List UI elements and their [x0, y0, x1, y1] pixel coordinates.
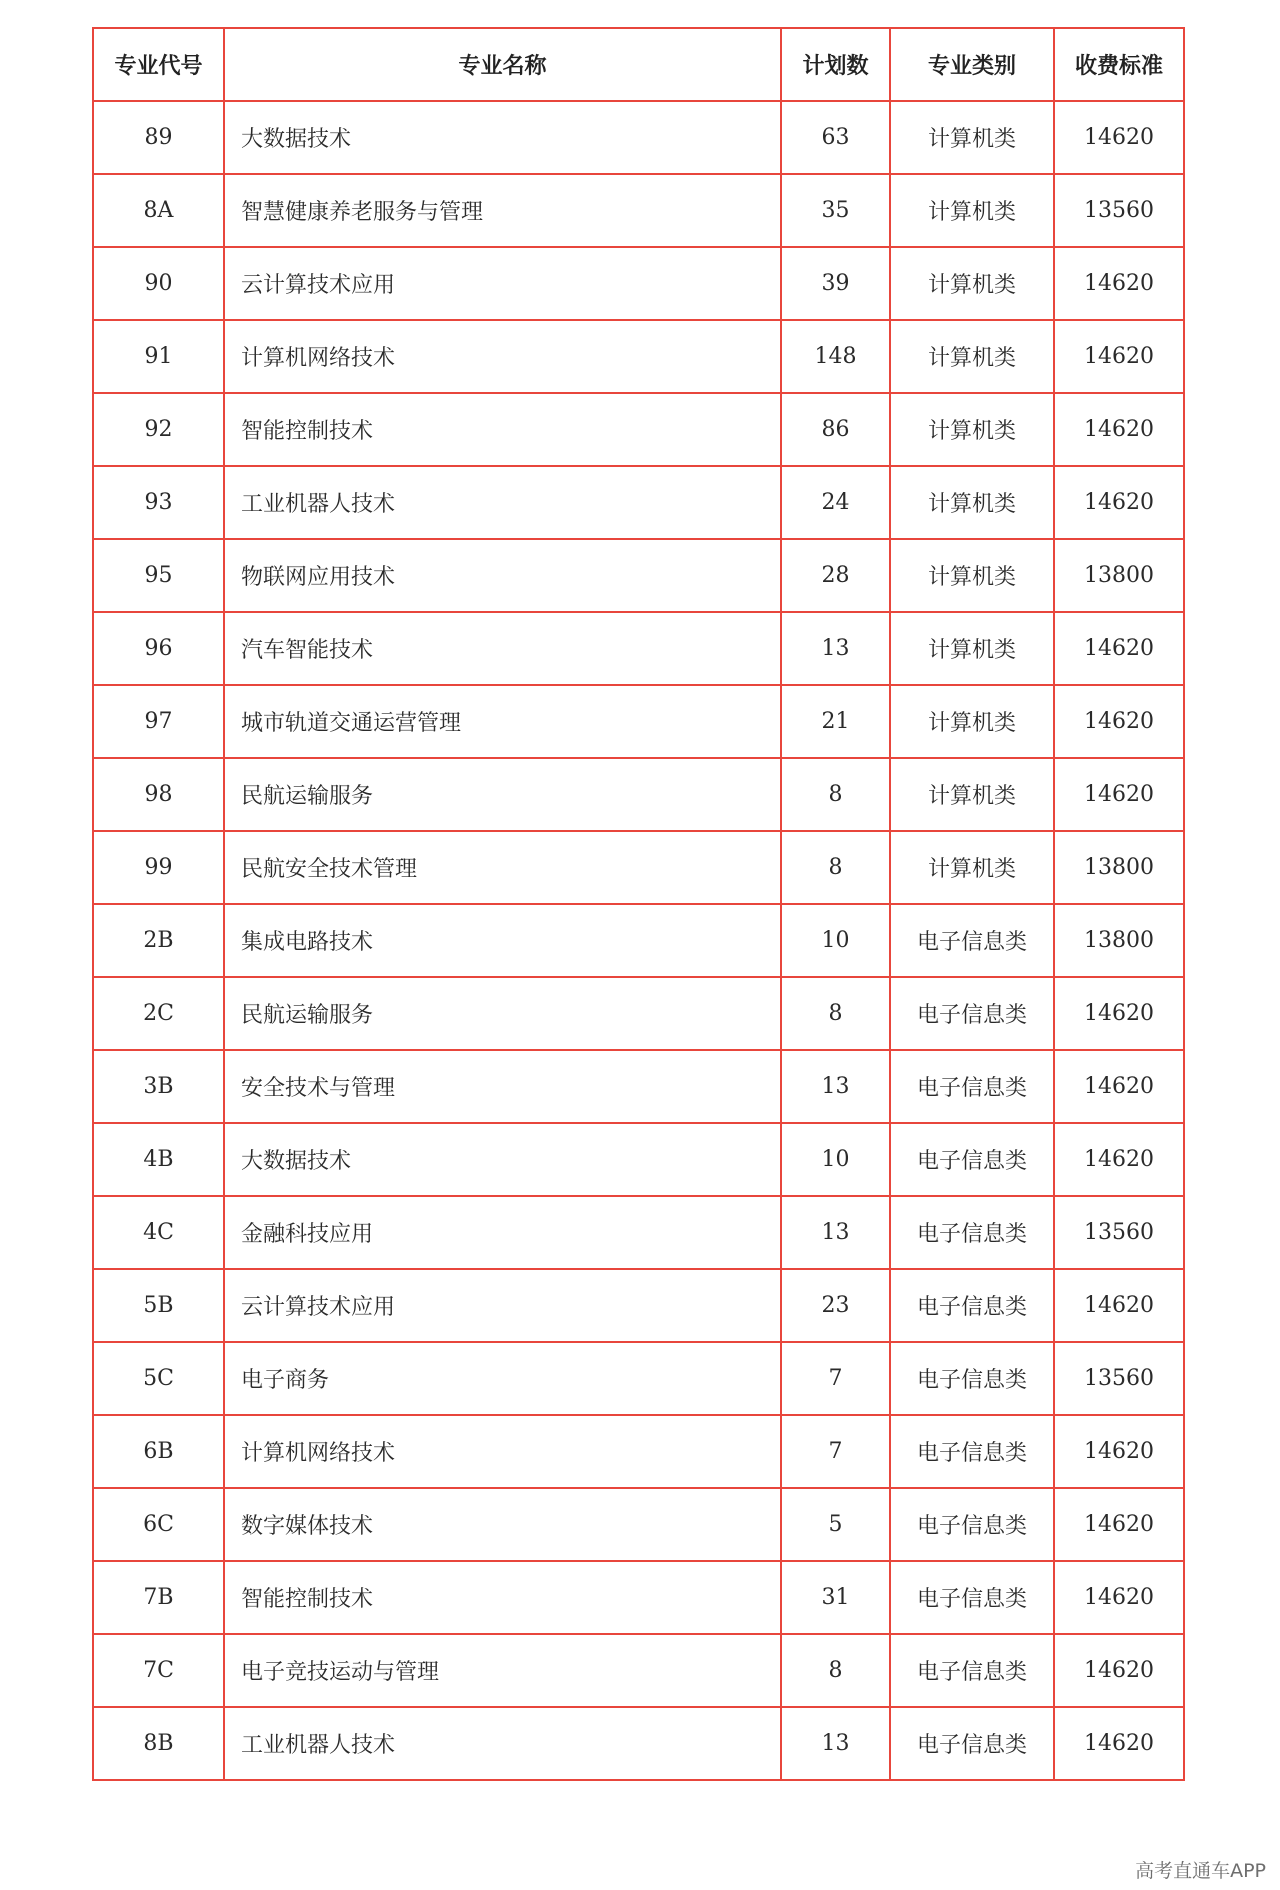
major-name-cell: 云计算技术应用: [224, 1269, 781, 1342]
plan-count-cell: 35: [781, 174, 890, 247]
major-code-cell: 99: [93, 831, 224, 904]
tuition-cell: 14620: [1054, 320, 1184, 393]
header-major-category: 专业类别: [890, 28, 1054, 101]
enrollment-plan-sheet: [92, 27, 1183, 1781]
major-name-cell: 工业机器人技术: [224, 466, 781, 539]
header-major-code: 专业代号: [93, 28, 224, 101]
plan-count-cell: 148: [781, 320, 890, 393]
plan-count-cell: 86: [781, 393, 890, 466]
major-code-cell: 2B: [93, 904, 224, 977]
major-code-cell: 4B: [93, 1123, 224, 1196]
tuition-cell: 14620: [1054, 1561, 1184, 1634]
header-row: [93, 28, 1184, 101]
category-cell: 计算机类: [890, 685, 1054, 758]
major-name-cell: 智能控制技术: [224, 1561, 781, 1634]
tuition-cell: 14620: [1054, 758, 1184, 831]
plan-count-cell: 13: [781, 1196, 890, 1269]
table-row: [93, 758, 1184, 831]
major-code-cell: 93: [93, 466, 224, 539]
table-row: [93, 393, 1184, 466]
plan-count-cell: 21: [781, 685, 890, 758]
category-cell: 计算机类: [890, 320, 1054, 393]
major-code-cell: 92: [93, 393, 224, 466]
major-code-cell: 91: [93, 320, 224, 393]
major-name-cell: 计算机网络技术: [224, 320, 781, 393]
tuition-cell: 14620: [1054, 1488, 1184, 1561]
category-cell: 计算机类: [890, 831, 1054, 904]
major-code-cell: 7B: [93, 1561, 224, 1634]
table-row: [93, 1707, 1184, 1780]
table-row: [93, 1342, 1184, 1415]
plan-count-cell: 7: [781, 1415, 890, 1488]
category-cell: 计算机类: [890, 758, 1054, 831]
major-code-cell: 89: [93, 101, 224, 174]
major-name-cell: 金融科技应用: [224, 1196, 781, 1269]
table-row: [93, 174, 1184, 247]
table-row: [93, 1415, 1184, 1488]
category-cell: 电子信息类: [890, 1488, 1054, 1561]
tuition-cell: 13560: [1054, 174, 1184, 247]
major-name-cell: 集成电路技术: [224, 904, 781, 977]
table-row: [93, 1634, 1184, 1707]
tuition-cell: 14620: [1054, 1123, 1184, 1196]
plan-count-cell: 10: [781, 904, 890, 977]
major-name-cell: 大数据技术: [224, 101, 781, 174]
tuition-cell: 13800: [1054, 831, 1184, 904]
major-name-cell: 城市轨道交通运营管理: [224, 685, 781, 758]
category-cell: 计算机类: [890, 539, 1054, 612]
table-row: [93, 1269, 1184, 1342]
table-row: [93, 977, 1184, 1050]
major-code-cell: 97: [93, 685, 224, 758]
table-row: [93, 1561, 1184, 1634]
tuition-cell: 14620: [1054, 685, 1184, 758]
plan-count-cell: 63: [781, 101, 890, 174]
major-code-cell: 8A: [93, 174, 224, 247]
watermark-text: 高考直通车APP: [1135, 1860, 1266, 1882]
table-row: [93, 1050, 1184, 1123]
major-code-cell: 3B: [93, 1050, 224, 1123]
tuition-cell: 14620: [1054, 612, 1184, 685]
plan-count-cell: 31: [781, 1561, 890, 1634]
table-row: [93, 904, 1184, 977]
table-row: [93, 1196, 1184, 1269]
major-code-cell: 6C: [93, 1488, 224, 1561]
category-cell: 电子信息类: [890, 1196, 1054, 1269]
plan-count-cell: 8: [781, 1634, 890, 1707]
major-name-cell: 民航运输服务: [224, 758, 781, 831]
major-code-cell: 8B: [93, 1707, 224, 1780]
major-name-cell: 汽车智能技术: [224, 612, 781, 685]
tuition-cell: 13800: [1054, 539, 1184, 612]
table-row: [93, 612, 1184, 685]
plan-count-cell: 8: [781, 977, 890, 1050]
category-cell: 电子信息类: [890, 1123, 1054, 1196]
plan-count-cell: 5: [781, 1488, 890, 1561]
plan-count-cell: 13: [781, 612, 890, 685]
tuition-cell: 14620: [1054, 1707, 1184, 1780]
majors-table: [92, 27, 1185, 1781]
category-cell: 电子信息类: [890, 1269, 1054, 1342]
category-cell: 电子信息类: [890, 1415, 1054, 1488]
category-cell: 电子信息类: [890, 1050, 1054, 1123]
major-code-cell: 95: [93, 539, 224, 612]
plan-count-cell: 7: [781, 1342, 890, 1415]
plan-count-cell: 10: [781, 1123, 890, 1196]
category-cell: 计算机类: [890, 247, 1054, 320]
tuition-cell: 14620: [1054, 466, 1184, 539]
category-cell: 电子信息类: [890, 1342, 1054, 1415]
category-cell: 计算机类: [890, 174, 1054, 247]
major-code-cell: 4C: [93, 1196, 224, 1269]
category-cell: 计算机类: [890, 393, 1054, 466]
plan-count-cell: 13: [781, 1050, 890, 1123]
major-code-cell: 5C: [93, 1342, 224, 1415]
plan-count-cell: 8: [781, 758, 890, 831]
plan-count-cell: 8: [781, 831, 890, 904]
major-name-cell: 云计算技术应用: [224, 247, 781, 320]
tuition-cell: 14620: [1054, 977, 1184, 1050]
tuition-cell: 14620: [1054, 247, 1184, 320]
plan-count-cell: 23: [781, 1269, 890, 1342]
table-row: [93, 101, 1184, 174]
major-code-cell: 90: [93, 247, 224, 320]
category-cell: 电子信息类: [890, 977, 1054, 1050]
header-major-name: 专业名称: [224, 28, 781, 101]
table-row: [93, 1488, 1184, 1561]
major-name-cell: 电子商务: [224, 1342, 781, 1415]
major-name-cell: 大数据技术: [224, 1123, 781, 1196]
major-code-cell: 98: [93, 758, 224, 831]
table-row: [93, 320, 1184, 393]
category-cell: 计算机类: [890, 612, 1054, 685]
major-name-cell: 计算机网络技术: [224, 1415, 781, 1488]
plan-count-cell: 28: [781, 539, 890, 612]
major-name-cell: 民航安全技术管理: [224, 831, 781, 904]
major-code-cell: 5B: [93, 1269, 224, 1342]
tuition-cell: 14620: [1054, 1415, 1184, 1488]
table-row: [93, 539, 1184, 612]
table-body: [93, 101, 1184, 1780]
plan-count-cell: 39: [781, 247, 890, 320]
major-name-cell: 安全技术与管理: [224, 1050, 781, 1123]
major-code-cell: 7C: [93, 1634, 224, 1707]
tuition-cell: 13560: [1054, 1342, 1184, 1415]
header-tuition-fee: 收费标准: [1054, 28, 1184, 101]
table-row: [93, 685, 1184, 758]
major-code-cell: 96: [93, 612, 224, 685]
category-cell: 电子信息类: [890, 1561, 1054, 1634]
category-cell: 计算机类: [890, 101, 1054, 174]
table-row: [93, 1123, 1184, 1196]
table-row: [93, 831, 1184, 904]
major-name-cell: 物联网应用技术: [224, 539, 781, 612]
category-cell: 电子信息类: [890, 1634, 1054, 1707]
major-code-cell: 2C: [93, 977, 224, 1050]
plan-count-cell: 24: [781, 466, 890, 539]
header-plan-count: 计划数: [781, 28, 890, 101]
tuition-cell: 14620: [1054, 393, 1184, 466]
tuition-cell: 14620: [1054, 101, 1184, 174]
table-row: [93, 466, 1184, 539]
major-name-cell: 民航运输服务: [224, 977, 781, 1050]
category-cell: 电子信息类: [890, 904, 1054, 977]
category-cell: 计算机类: [890, 466, 1054, 539]
major-name-cell: 电子竞技运动与管理: [224, 1634, 781, 1707]
major-code-cell: 6B: [93, 1415, 224, 1488]
table-row: [93, 247, 1184, 320]
tuition-cell: 13800: [1054, 904, 1184, 977]
category-cell: 电子信息类: [890, 1707, 1054, 1780]
tuition-cell: 13560: [1054, 1196, 1184, 1269]
tuition-cell: 14620: [1054, 1050, 1184, 1123]
major-name-cell: 智慧健康养老服务与管理: [224, 174, 781, 247]
major-name-cell: 智能控制技术: [224, 393, 781, 466]
major-name-cell: 数字媒体技术: [224, 1488, 781, 1561]
major-name-cell: 工业机器人技术: [224, 1707, 781, 1780]
table-header: [93, 28, 1184, 101]
plan-count-cell: 13: [781, 1707, 890, 1780]
tuition-cell: 14620: [1054, 1634, 1184, 1707]
tuition-cell: 14620: [1054, 1269, 1184, 1342]
